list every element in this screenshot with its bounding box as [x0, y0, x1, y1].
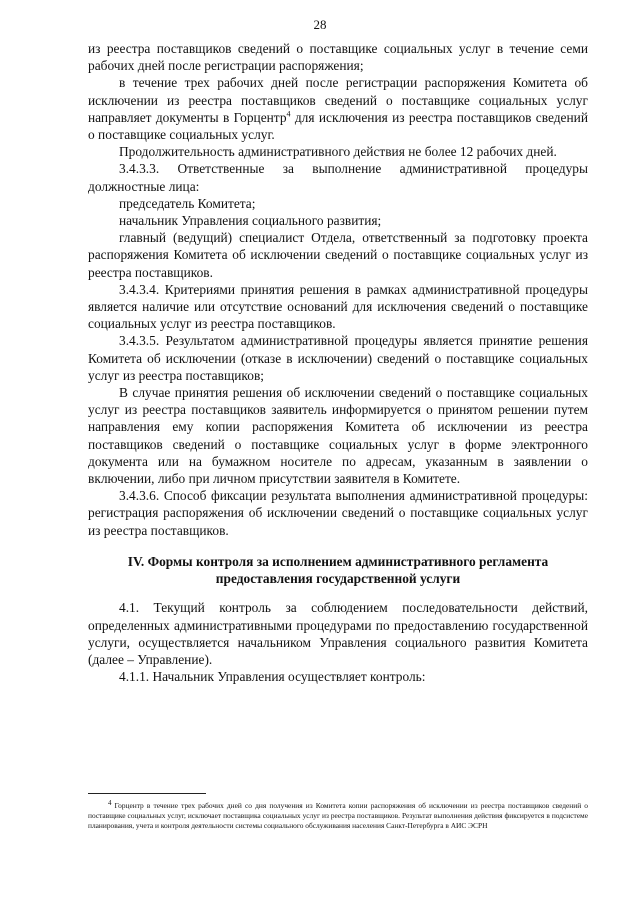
footnote-divider: [88, 793, 206, 794]
footnote-reference[interactable]: 4: [286, 109, 291, 119]
paragraph: главный (ведущий) специалист Отдела, ответственный за подготовку проекта распоряжения Комитета об исключении сведений о поставщике социальных услуг из реестра поставщиков.: [88, 230, 588, 280]
paragraph: из реестра поставщиков сведений о поставщике социальных услуг в течение семи рабочих дней после регистрации распоряжения;: [88, 41, 588, 74]
footnote-text: Горцентр в течение трех рабочих дней со дня получения из Комитета копии распоряжения об исключении из реестра поставщиков сведений о поставщике социальных услуг, исключает поставщика социальных услуг из реестра поставщиков. Результат выполнения действия фиксируется в подсистеме планирования, учета и контроля деятельности системы социального обслуживания населения Санкт-Петербурга в АИС ЭСРН: [88, 801, 588, 830]
section-heading-line: предоставления государственной услуги: [215, 571, 461, 587]
section-heading: [88, 553, 588, 587]
paragraph: 3.4.3.4. Критериями принятия решения в рамках административной процедуры является наличие или отсутствие оснований для исключения сведений о поставщике социальных услуг из реестра поставщиков.: [88, 281, 588, 332]
paragraph: председатель Комитета;: [119, 195, 256, 211]
paragraph-text: в течение трех рабочих дней после регистрации распоряжения Комитета об исключении из реестра поставщиков сведений о поставщике социальных услуг направляет документы в Горцентр: [88, 75, 588, 125]
page-number: 28: [313, 17, 327, 32]
paragraph: В случае принятия решения об исключении сведений о поставщике социальных услуг из реестра поставщиков заявитель информируется о принятом решении путем направления ему копии распоряжения Комитета об исключении из реестра поставщиков сведений о поставщике социальных услуг в форме электронного документа или на бумажном носителе по адресам, указанным в заявлении о включении, либо при личном присутствии заявителя в Комитете.: [88, 385, 588, 487]
footnote-mark: 4: [108, 798, 112, 807]
paragraph: начальник Управления социального развития;: [119, 213, 382, 229]
paragraph: 3.4.3.6. Способ фиксации результата выполнения административной процедуры: регистрация распоряжения об исключении сведений о поставщике социальных услуг из реестра поставщиков.: [88, 488, 588, 538]
paragraph: 3.4.3.5. Результатом административной процедуры является принятие решения Комитета об исключении (отказе в исключении) сведений о поставщике социальных услуг из реестра поставщиков;: [88, 333, 588, 383]
section-heading-line: IV. Формы контроля за исполнением административного регламента: [127, 553, 549, 569]
document-body: [88, 40, 588, 685]
paragraph: [88, 74, 588, 143]
paragraph: 4.1.1. Начальник Управления осуществляет контроль:: [119, 669, 426, 685]
paragraph: 3.4.3.3. Ответственные за выполнение административной процедуры должностные лица:: [88, 161, 588, 194]
paragraph: Продолжительность административного действия не более 12 рабочих дней.: [119, 144, 557, 160]
footnote: [88, 798, 588, 830]
paragraph: 4.1. Текущий контроль за соблюдением последовательности действий, определенных административными процедурами по предоставлению государственной услуги, осуществляется начальником Управления социального развития Комитета (далее – Управление).: [88, 600, 588, 667]
paragraph-text-continued: для исключения из реестра поставщиков сведений о поставщике социальных услуг.: [88, 109, 588, 143]
